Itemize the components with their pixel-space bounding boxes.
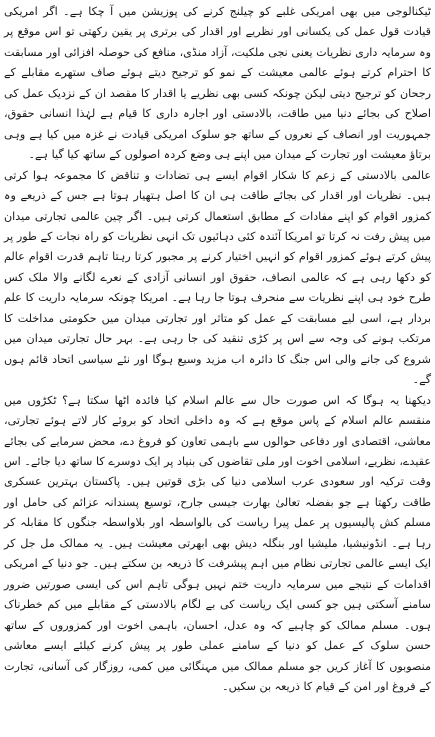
article-paragraph-1: ٹیکنالوجی میں بھی امریکی غلبے کو چیلنج کرنے کی پوزیشن میں آ چکا ہے۔ اگر امریکی قیادت قول عمل کی یکسانی اور نظریے اور اقدار کی برتری پر یقین رکھتی تو اس موقع پر وہ سرمایہ داری نظریات یعنی نجی ملکیت، آزاد منڈی، منافع کی حوصلہ افزائی اور مسابقت کا احترام کرتے ہوئے عالمی معیشت کے نمو کو ترجیح دیتے ہوئے صاف ستھرے مقابلے کے رجحان کو ترجیح دیتی لیکن چونکہ کسی بھی نظریے یا اقدار کا مقصد ان کے نزدیک عمل کی اصلاح کی بجائے دنیا میں طاقت، بالادستی اور اجارہ داری کا قیام ہے لہٰذا انسانی حقوق، جمہوریت اور انصاف کے نعروں کے ساتھ جو سلوک امریکی قیادت نے غزہ میں کیا ہے وہی برتاؤ معیشت اور تجارت کے میدان میں اپنے ہی وضع کردہ اصولوں کے ساتھ کیا گیا ہے۔ xyxy=(4,5,431,162)
article-paragraph-2: عالمی بالادستی کے زعم کا شکار اقوام ایسے ہی تضادات و تناقض کا مجموعہ ہوا کرتی ہیں۔ نظریات اور اقدار کی بجائے طاقت ہی ان کا اصل ہتھیار ہوتا ہے جس کے ذریعے وہ کمزور اقوام کو اپنے مفادات کے مطابق استعمال کرتی ہیں۔ اگر چین عالمی تجارتی میدان میں پیش رفت نہ کرتا تو امریکا آئندہ کئی دہائیوں تک انہی نظریات کو راہ نجات کے طور پر پیش کرتے ہوئے کمزور اقوام کو انہیں اختیار کرنے پر مجبور کرتا رہتا تاہم قدرت اقوام عالم کو دکھا رہی ہے کہ عالمی انصاف، حقوق اور انسانی آزادی کے نعرے لگانے والا ملک کس طرح خود ہی اپنے نظریات سے منحرف ہوتا جا رہا ہے۔ امریکا چونکہ سرمایہ داریت کا علم بردار ہے، اسی لیے مسابقت کے عمل کو متاثر اور تجارتی میدان میں حکومتی مداخلت کا مرتکب ہونے کی وجہ سے اس پر کڑی تنقید کی جا رہی ہے۔ بہر حال تجارتی میدان میں شروع کی جانے والی اس جنگ کا دائرہ اب مزید وسیع ہوگا اور نئے سیاسی اتحاد قائم ہوں گے۔ xyxy=(4,168,431,387)
article-paragraph-3: دیکھنا یہ ہوگا کہ اس صورت حال سے عالم اسلام کیا فائدہ اٹھا سکتا ہے؟ ٹکڑوں میں منقسم عالم اسلام کے پاس موقع ہے کہ وہ داخلی اتحاد کو بروئے کار لاتے ہوئے تجارتی، معاشی، اقتصادی اور دفاعی حوالوں سے باہمی تعاون کو فروغ دے، محض سرمایے کی بجائے عقیدے، نظریے، اسلامی اخوت اور ملی تقاضوں کی بنیاد پر ایک دوسرے کا ساتھ دیا جائے۔ اس وقت ترکیہ اور سعودی عرب اسلامی دنیا کی بڑی قوتیں ہیں۔ پاکستان بہترین عسکری طاقت رکھتا ہے جو بفضلہ تعالیٰ بھارت جیسی جارح، توسیع پسندانہ عزائم کی حامل اور مسلم کش پالیسیوں پر عمل پیرا ریاست کی بالواسطہ اور بلاواسطہ جنگوں کا مقابلہ کر رہا ہے۔ انڈونیشیا، ملیشیا اور بنگلہ دیش بھی ابھرتی معیشت ہیں۔ یہ ممالک مل جل کر ایک ایسے عالمی تجارتی نظام میں اہم پیشرفت کا ذریعہ بن سکتے ہیں۔ جو دنیا کے امریکی اقدامات کے نتیجے میں سرمایہ داریت ختم نہیں ہوگی تاہم اس کی ایسی صورتیں ضرور سامنے آسکتی ہیں جو کسی ایک ریاست کی بے لگام بالادستی کے مقابلے میں کم خطرناک ہوں۔ مسلم ممالک کو چاہیے کہ وہ عدل، احسان، باہمی اخوت اور کمزوروں کے ساتھ حسن سلوک کے عمل کو دنیا کے سامنے عملی طور پر پیش کرنے کیلئے ایسے معاشی منصوبوں کا آغاز کریں جو مسلم ممالک میں مہنگائی میں کمی، روزگار کی آسانی، تجارت کے فروغ اور امن کے قیام کا ذریعہ بن سکیں۔ xyxy=(4,393,431,693)
